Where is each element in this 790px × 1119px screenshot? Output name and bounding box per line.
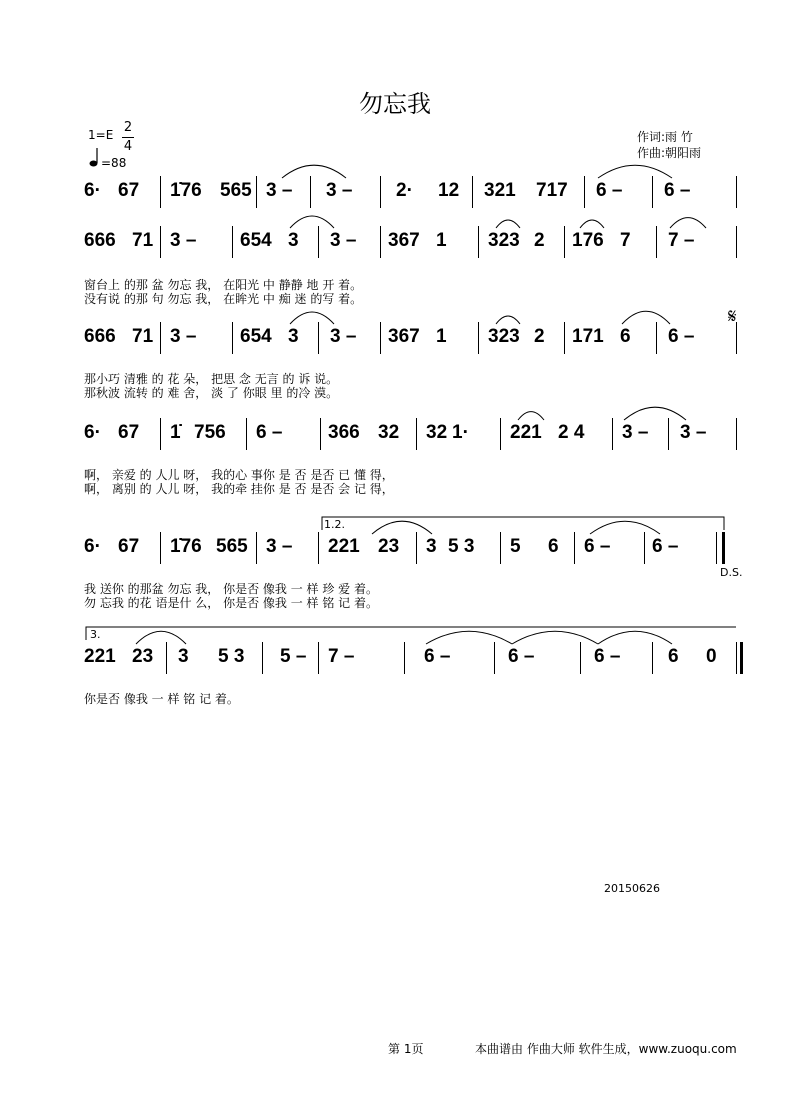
slur-arc <box>282 165 346 178</box>
note-group: 717 <box>536 180 568 201</box>
note-group: 6 – <box>664 180 691 201</box>
slur-arc <box>670 218 706 228</box>
note-group: 0 <box>706 646 717 667</box>
ds-mark: D.S. <box>720 566 743 579</box>
slur-arc <box>512 631 598 644</box>
page-number: 第 1页 <box>388 1042 424 1056</box>
note-group: 1̇ <box>170 422 181 443</box>
lyric-row-5-line-2: 勿 忘我 的花 语是什 么， 你是否 像我 一 样 铭 记 着。 <box>84 596 378 610</box>
note-group: 5 3 <box>218 646 245 667</box>
volta-3-label: 3. <box>90 628 101 641</box>
note-group: 2· <box>396 180 413 201</box>
note-group: 12 <box>438 180 460 201</box>
note-group: 23 <box>378 536 400 557</box>
slur-arc <box>624 407 686 420</box>
note-group: 32 <box>378 422 400 443</box>
slur-arc <box>426 631 512 644</box>
slur-arc <box>598 631 672 644</box>
note-group: 321 <box>484 180 516 201</box>
note-group: 1· <box>452 422 469 443</box>
slur-arc <box>372 521 432 534</box>
note-group: 756 <box>194 422 226 443</box>
note-group: 5 <box>510 536 521 557</box>
slur-arc <box>590 521 660 534</box>
slur-arc <box>290 312 334 324</box>
note-group: 323 <box>488 230 520 251</box>
note-group: 666 <box>84 230 116 251</box>
note-group: 3 – <box>266 536 293 557</box>
generator-credit: 本曲谱由 作曲大师 软件生成，www.zuoqu.com <box>475 1042 737 1056</box>
note-group: 3 <box>288 326 299 347</box>
volta-1-label: 1.2. <box>324 518 345 531</box>
note-group: 3 – <box>622 422 649 443</box>
lyric-row-3-line-1: 那小巧 清雅 的 花 朵， 把思 念 无言 的 诉 说。 <box>84 372 339 386</box>
note-group: 67 <box>118 536 140 557</box>
note-group: 654 <box>240 326 272 347</box>
lyric-row-4-line-1: 啊， 亲爱 的 人儿 呀， 我的心 事你 是 否 是否 已 懂 得， <box>84 468 394 482</box>
volta-3-bracket <box>86 627 736 640</box>
note-group: 6 – <box>652 536 679 557</box>
slur-arc <box>496 316 520 324</box>
slur-arc <box>580 220 604 228</box>
note-group: 6 <box>668 646 679 667</box>
note-group: 2 <box>534 326 545 347</box>
volta-1-bracket <box>322 517 724 530</box>
note-group: 666 <box>84 326 116 347</box>
slur-arc <box>598 165 672 178</box>
note-group: 67 <box>118 422 140 443</box>
lyric-row-4-line-2: 啊， 离别 的 人儿 呀， 我的牵 挂你 是 否 是否 会 记 得， <box>84 482 394 496</box>
note-group: 1̇76 <box>170 180 202 201</box>
time-sig-den: 4 <box>123 139 133 154</box>
note-group: 6 – <box>256 422 283 443</box>
note-group: 221 <box>84 646 116 667</box>
note-group: 3 <box>288 230 299 251</box>
note-group: 2 <box>534 230 545 251</box>
key-signature: 1=E <box>88 128 114 142</box>
page-title: 勿忘我 <box>359 90 431 118</box>
note-group: 176 <box>572 230 604 251</box>
note-group: 565 <box>216 536 248 557</box>
note-group: 3 – <box>680 422 707 443</box>
note-group: 7 – <box>328 646 355 667</box>
note-group: 221 <box>328 536 360 557</box>
note-group: 5 3 <box>448 536 475 557</box>
note-group: 6 – <box>594 646 621 667</box>
note-group: 32 <box>426 422 448 443</box>
lyric-row-5-line-1: 我 送你 的那盆 勿忘 我， 你是否 像我 一 样 珍 爱 着。 <box>84 582 378 596</box>
note-group: 367 <box>388 230 420 251</box>
note-group: 1 <box>436 326 447 347</box>
lyric-row-3-line-2: 那秋波 流转 的 难 舍， 淡 了 你眼 里 的冷 漠。 <box>84 386 339 400</box>
note-group: 6 – <box>424 646 451 667</box>
lyric-row-2-line-2: 没有说 的那 句 勿忘 我， 在眸光 中 痴 迷 的写 着。 <box>84 292 363 306</box>
note-group: 3 – <box>170 326 197 347</box>
slur-arc <box>496 220 520 228</box>
note-group: 6 – <box>668 326 695 347</box>
note-group: 323 <box>488 326 520 347</box>
note-group: 7 <box>620 230 631 251</box>
composer: 作曲:朝阳雨 <box>637 146 702 160</box>
note-group: 6 <box>548 536 559 557</box>
time-sig-num: 2 <box>123 120 133 135</box>
note-group: 6· <box>84 422 101 443</box>
note-group: 221 <box>510 422 542 443</box>
note-group: 6· <box>84 536 101 557</box>
note-group: 6 – <box>508 646 535 667</box>
note-group: 367 <box>388 326 420 347</box>
note-group: 3 – <box>326 180 353 201</box>
note-group: 171 <box>572 326 604 347</box>
note-group: 565 <box>220 180 252 201</box>
note-group: 3 – <box>266 180 293 201</box>
note-group: 7 – <box>668 230 695 251</box>
note-group: 6· <box>84 180 101 201</box>
note-group: 6 – <box>584 536 611 557</box>
segno-icon: 𝄋 <box>728 304 737 328</box>
slur-arc <box>518 412 544 420</box>
slur-arc <box>136 631 186 644</box>
note-group: 23 <box>132 646 154 667</box>
note-group: 5 – <box>280 646 307 667</box>
lyric-row-2-line-1: 窗台上 的那 盆 勿忘 我， 在阳光 中 静静 地 开 着。 <box>84 278 363 292</box>
note-group: 3 – <box>170 230 197 251</box>
date-stamp: 20150626 <box>604 882 660 895</box>
note-group: 67 <box>118 180 140 201</box>
lyric-row-6-line-1: 你是否 像我 一 样 铭 记 着。 <box>84 692 239 706</box>
note-group: 71 <box>132 230 154 251</box>
note-group: 654 <box>240 230 272 251</box>
tempo: =88 <box>101 156 127 170</box>
lyricist: 作词:雨 竹 <box>637 130 693 144</box>
note-group: 6 – <box>596 180 623 201</box>
note-group: 1̇76 <box>170 536 202 557</box>
note-group: 3 <box>426 536 437 557</box>
slur-arc <box>622 311 670 324</box>
note-group: 2 4 <box>558 422 585 443</box>
note-group: 366 <box>328 422 360 443</box>
note-group: 1 <box>436 230 447 251</box>
note-group: 3 <box>178 646 189 667</box>
note-group: 3 – <box>330 326 357 347</box>
note-group: 6 <box>620 326 631 347</box>
slur-arc <box>290 216 334 228</box>
note-group: 71 <box>132 326 154 347</box>
note-group: 3 – <box>330 230 357 251</box>
